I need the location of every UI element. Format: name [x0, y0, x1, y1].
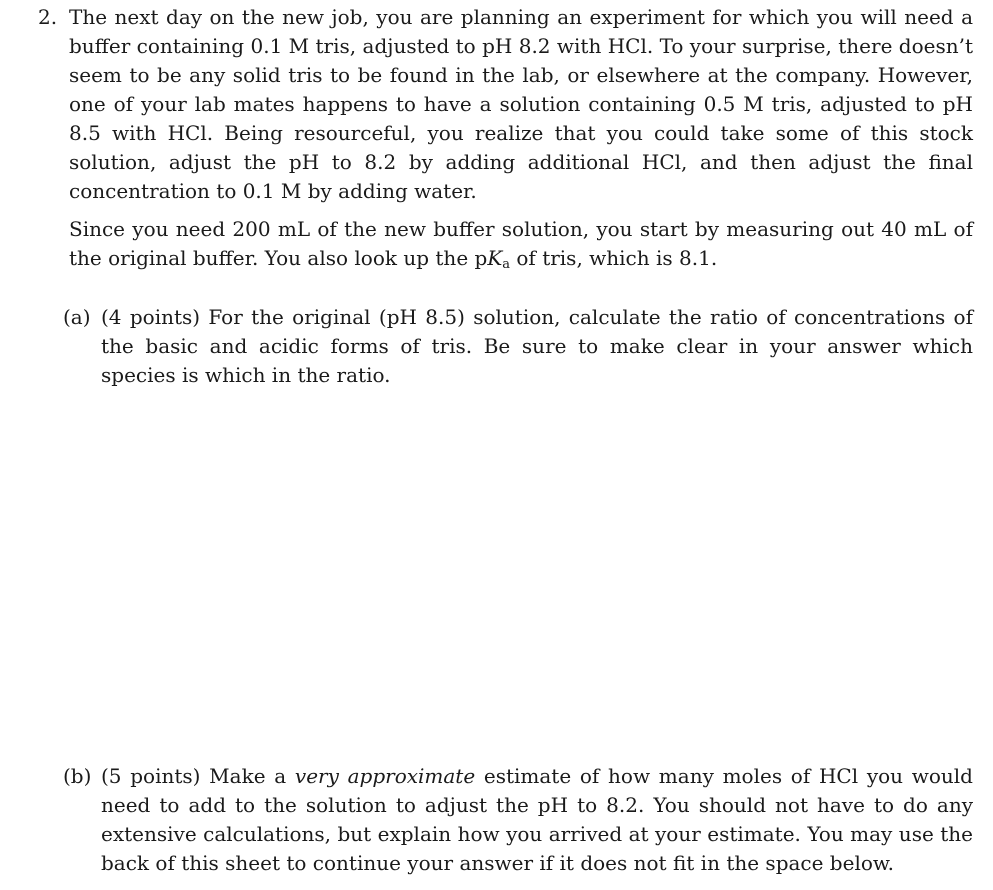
- answer-space-a[interactable]: [69, 390, 973, 762]
- problem-number: 2.: [38, 5, 58, 29]
- problem-2: [38, 3, 973, 878]
- part-b-label: (b): [63, 764, 92, 788]
- part-a-label: (a): [63, 305, 91, 329]
- paragraph-2-text-before: Since you need 200 mL of the new buffer solution, you start by measuring out 40 mL of the original buffer. You also look up the p: [69, 217, 973, 270]
- problem-body: [63, 3, 973, 878]
- problem-row: [38, 3, 973, 878]
- part-a-text: (4 points) For the original (pH 8.5) solution, calculate the ratio of concentrations of the basic and acidic forms of tris. Be sure to make clear in your answer which species is which in the ratio.: [101, 305, 973, 387]
- problem-paragraph-2: [69, 215, 973, 279]
- part-b-text: [101, 762, 973, 878]
- part-b-text-after: estimate of how many moles of HCl you would need to add to the solution to adjust the pH to 8.2. You should not have to do any extensive calculations, but explain how you arrived at your estimate. You may use the back of this sheet to continue your answer if it does not fit in the space below.: [101, 764, 973, 875]
- problem-parts: [63, 303, 973, 878]
- part-a: [63, 303, 973, 390]
- pka-symbol-k: K: [487, 246, 503, 270]
- part-b: [63, 762, 973, 878]
- part-b-text-before: (5 points) Make a: [101, 764, 295, 788]
- pka-subscript: a: [502, 257, 511, 272]
- paragraph-2-text-after: of tris, which is 8.1.: [510, 246, 718, 270]
- problem-paragraph-1: The next day on the new job, you are planning an experiment for which you will need a buffer containing 0.1 M tris, adjusted to pH 8.2 with HCl. To your surprise, there doesn’t seem to be any solid tris to be found in the lab, or elsewhere at the company. However, one of your lab mates happens to have a solution containing 0.5 M tris, adjusted to pH 8.5 with HCl. Being resourceful, you realize that you could take some of this stock solution, adjust the pH to 8.2 by adding additional HCl, and then adjust the final concentration to 0.1 M by adding water.: [69, 5, 973, 203]
- part-b-emphasis: very approximate: [294, 764, 476, 788]
